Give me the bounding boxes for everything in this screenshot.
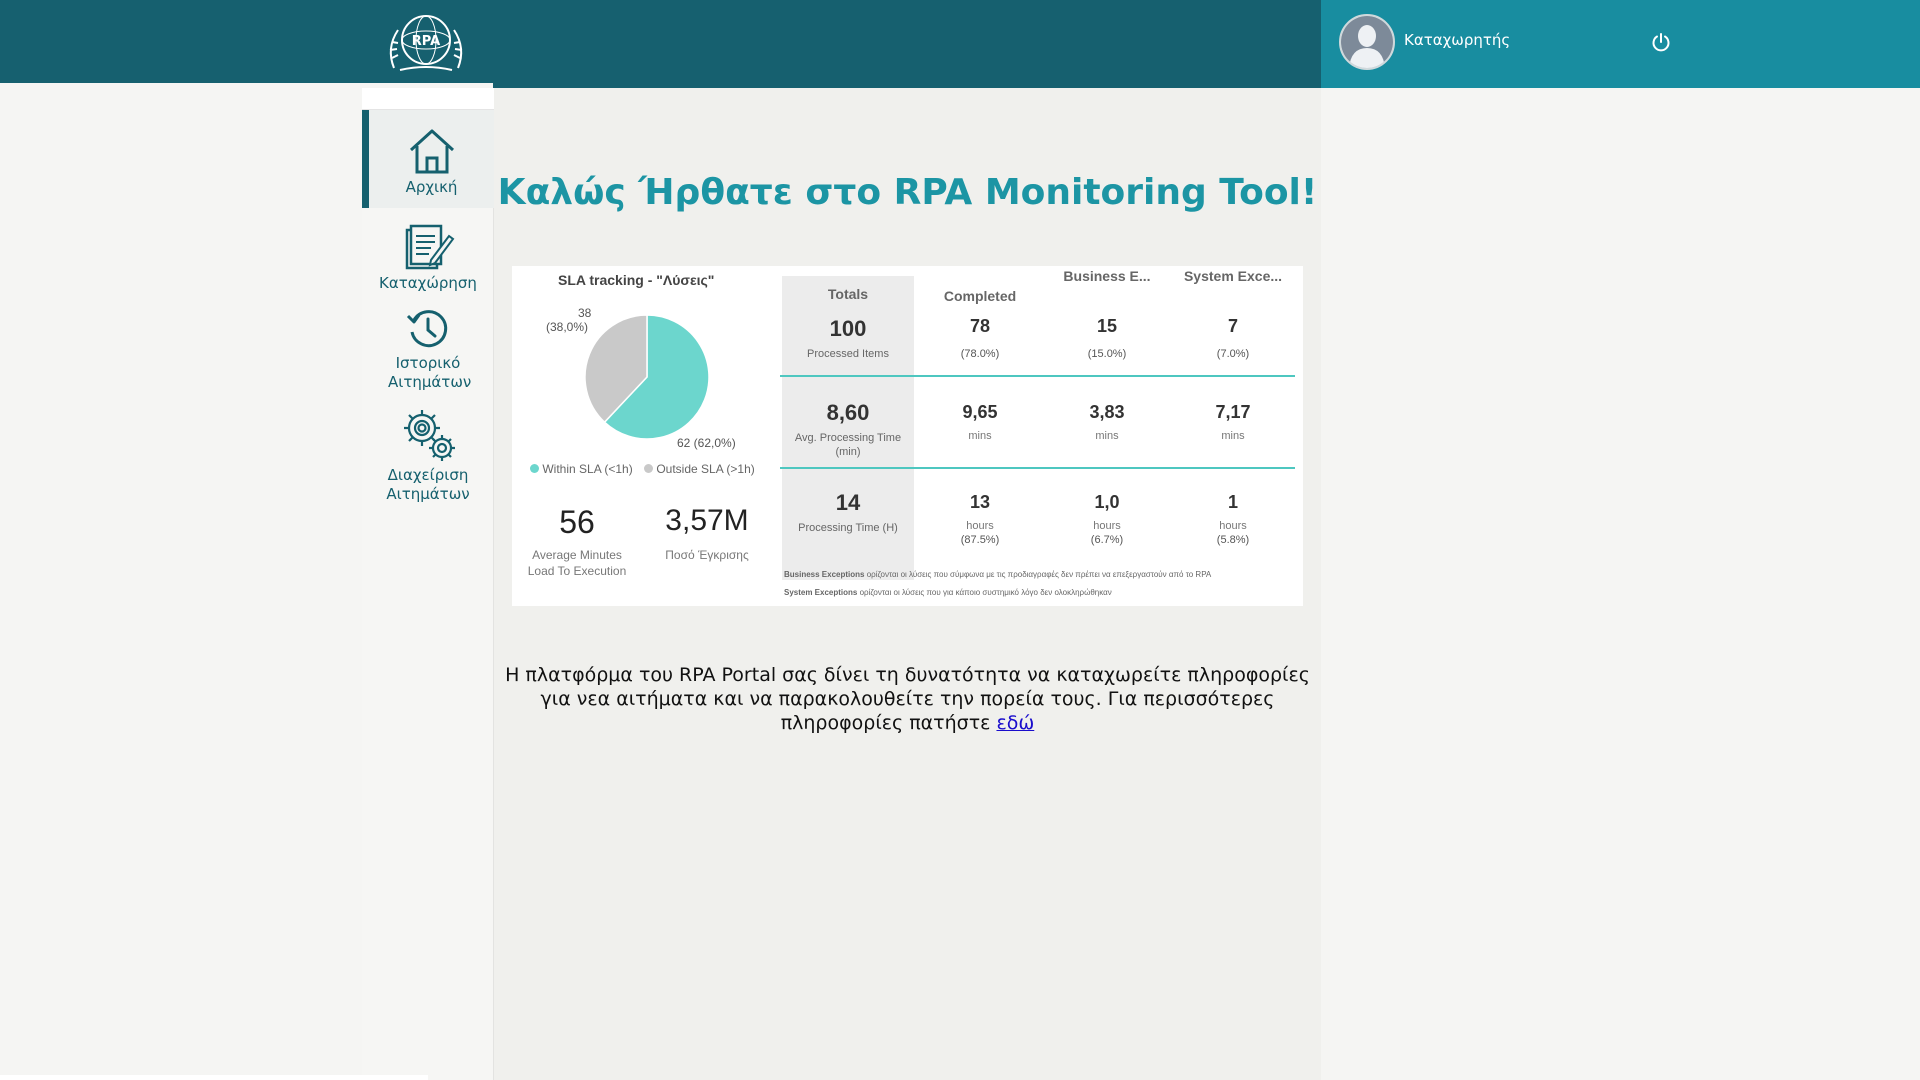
sidebar-item-home[interactable]	[362, 110, 494, 208]
r3-total-label: Processing Time (H)	[798, 522, 898, 534]
r2-system-value: 7,17	[1215, 402, 1251, 422]
legend-outside-swatch	[644, 464, 653, 473]
sidebar-top-strip	[362, 88, 494, 110]
logo-text: RPA	[411, 34, 441, 49]
r3-system-value: 1	[1227, 492, 1238, 512]
bottom-strip	[0, 1075, 428, 1080]
r2-system-unit: mins	[1221, 430, 1245, 442]
user-avatar-icon[interactable]	[1339, 14, 1395, 70]
kpi-approval-value: 3,57M	[665, 504, 749, 537]
r3-system-pct: (5.8%)	[1216, 534, 1250, 546]
col-business: Business E...	[1063, 268, 1151, 284]
kpi-avg-minutes-label: Load To Execution	[527, 564, 627, 578]
r3-completed-value: 13	[969, 492, 991, 512]
note-system	[784, 588, 1112, 597]
r1-business-pct: (15.0%)	[1087, 348, 1127, 360]
r3-business-pct: (6.7%)	[1090, 534, 1124, 546]
outside-pct-label: (38,0%)	[546, 320, 589, 334]
r1-business-value: 15	[1096, 316, 1118, 336]
note-business-label: Business Exceptions	[784, 570, 865, 579]
divider-line	[780, 375, 1295, 377]
r2-completed-unit: mins	[968, 430, 992, 442]
within-label: 62 (62,0%)	[677, 436, 736, 450]
power-icon[interactable]	[1650, 31, 1672, 53]
r2-business-value: 3,83	[1089, 402, 1125, 422]
edit-document-icon	[401, 222, 455, 272]
legend-outside-label: Outside SLA (>1h)	[656, 462, 755, 476]
r1-system-pct: (7.0%)	[1216, 348, 1250, 360]
sidebar-item-history[interactable]	[362, 306, 494, 406]
note-system-text: ορίζονται οι λύσεις που για κάποιο συστημικό λόγο δεν ολοκληρώθηκαν	[859, 588, 1112, 597]
r3-completed-unit: hours	[966, 520, 994, 532]
page-title: Καλώς Ήρθατε στο RPA Monitoring Tool!	[497, 172, 1318, 213]
sla-title: SLA tracking - "Λύσεις"	[558, 272, 715, 288]
legend-within	[530, 462, 633, 476]
sidebar-item-label: Διαχείριση Αιτημάτων	[386, 466, 470, 503]
kpi-avg-minutes-value: 56	[559, 504, 595, 540]
note-business-text: ορίζονται οι λύσεις που σύμφωνα με τις προδιαγραφές δεν πρέπει να επεξεργαστούν από το RPA	[866, 570, 1212, 579]
more-info-link[interactable]: εδώ	[996, 712, 1035, 734]
outside-count-label: 38	[578, 306, 592, 320]
home-icon	[407, 126, 457, 176]
r1-total-value: 100	[829, 316, 867, 341]
legend-outside	[644, 462, 755, 476]
r1-completed-pct: (78.0%)	[960, 348, 1000, 360]
top-bar	[0, 0, 1321, 83]
r3-total-value: 14	[835, 490, 861, 515]
r2-completed-value: 9,65	[962, 402, 998, 422]
user-name: Καταχωρητής	[1404, 31, 1511, 49]
divider-line	[780, 467, 1295, 469]
col-totals: Totals	[827, 286, 869, 302]
r2-total-value: 8,60	[826, 400, 870, 425]
col-system: System Exce...	[1183, 268, 1283, 284]
gears-icon	[398, 406, 458, 464]
dashboard-image	[512, 266, 1303, 606]
r2-business-unit: mins	[1095, 430, 1119, 442]
sidebar-item-management[interactable]	[362, 406, 494, 516]
history-icon	[404, 306, 452, 352]
r3-business-unit: hours	[1093, 520, 1121, 532]
intro-text: Η πλατφόρμα του RPA Portal σας δίνει τη δυνατότητα να καταχωρείτε πληροφορίες για νεα αιτήματα και να παρακολουθείτε την πορεία τους. Για περισσότερες πληροφορίες πατήστε	[505, 664, 1310, 734]
sidebar-item-label: Αρχική	[405, 178, 458, 196]
sla-pie-chart	[582, 312, 712, 442]
r3-system-unit: hours	[1219, 520, 1247, 532]
sidebar-item-label: Καταχώρηση	[379, 274, 477, 292]
sidebar-item-label: Ιστορικό Αιτημάτων	[388, 354, 472, 391]
intro-paragraph	[500, 663, 1315, 735]
legend-within-label: Within SLA (<1h)	[542, 462, 633, 476]
sidebar-item-entry[interactable]	[362, 222, 494, 302]
note-system-label: System Exceptions	[784, 588, 858, 597]
r2-total-label: (min)	[835, 446, 861, 458]
kpi-approval-label: Ποσό Έγκρισης	[665, 548, 749, 562]
r3-business-value: 1,0	[1094, 492, 1120, 512]
col-completed: Completed	[943, 288, 1017, 304]
sidebar	[362, 88, 494, 1080]
r2-total-label: Avg. Processing Time	[794, 432, 902, 444]
r1-completed-value: 78	[969, 316, 991, 336]
note-business	[784, 570, 1211, 579]
kpi-avg-minutes-label: Average Minutes	[532, 548, 622, 562]
r3-completed-pct: (87.5%)	[960, 534, 1000, 546]
rpa-logo[interactable]	[380, 8, 472, 78]
r1-total-label: Processed Items	[807, 348, 889, 360]
legend-within-swatch	[530, 464, 539, 473]
r1-system-value: 7	[1227, 316, 1238, 336]
